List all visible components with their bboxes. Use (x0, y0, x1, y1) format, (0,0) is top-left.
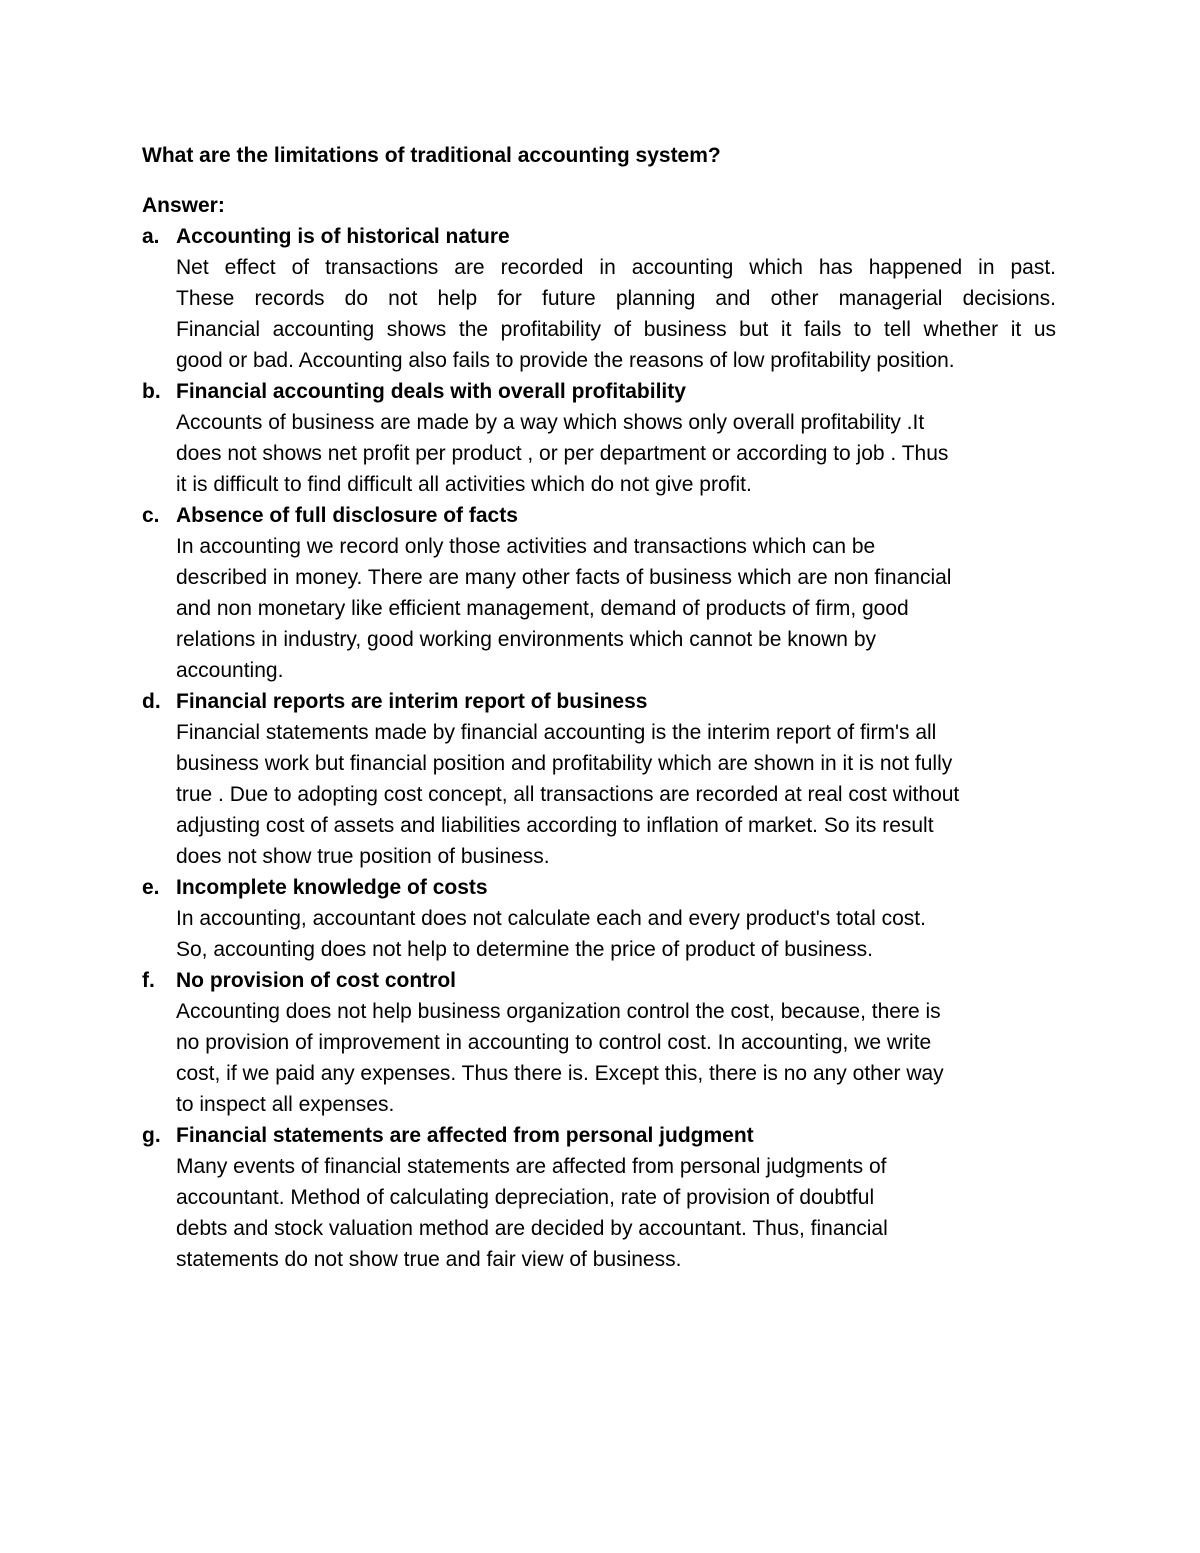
item-heading: Absence of full disclosure of facts (176, 504, 518, 527)
body-line: it is difficult to find difficult all activities which do not give profit. (176, 473, 752, 496)
item-heading: Financial reports are interim report of business (176, 690, 648, 713)
body-line: In accounting, accountant does not calculate each and every product's total cost. (176, 907, 926, 930)
item-heading: Financial accounting deals with overall profitability (176, 380, 686, 403)
item-body (176, 1151, 1056, 1275)
body-line: Net effect of transactions are recorded in accounting which has happened in past. (176, 256, 1056, 279)
item-heading: Accounting is of historical nature (176, 225, 510, 248)
item-body (176, 407, 1056, 500)
body-line: So, accounting does not help to determine the price of product of business. (176, 938, 873, 961)
list-item (142, 686, 1062, 872)
body-line: business work but financial position and profitability which are shown in it is not fully (176, 752, 953, 775)
list-item (142, 221, 1062, 376)
item-marker: f. (142, 969, 155, 992)
body-line: Financial statements made by financial accounting is the interim report of firm's all (176, 721, 937, 744)
item-marker: c. (142, 504, 160, 527)
item-marker: a. (142, 225, 160, 248)
item-body (176, 996, 1056, 1120)
body-line: cost, if we paid any expenses. Thus there is. Except this, there is no any other way (176, 1062, 944, 1085)
document-page (142, 140, 1062, 1275)
item-marker: g. (142, 1124, 161, 1147)
body-line: no provision of improvement in accounting to control cost. In accounting, we write (176, 1031, 932, 1054)
list-item (142, 965, 1062, 1120)
body-line: accounting. (176, 659, 284, 682)
body-line: to inspect all expenses. (176, 1093, 395, 1116)
body-line: relations in industry, good working environments which cannot be known by (176, 628, 876, 651)
item-body (176, 252, 1056, 376)
body-line: Accounts of business are made by a way which shows only overall profitability .It (176, 411, 925, 434)
body-line: and non monetary like efficient management, demand of products of firm, good (176, 597, 909, 620)
body-line: adjusting cost of assets and liabilities according to inflation of market. So its result (176, 814, 934, 837)
answer-label: Answer: (142, 194, 225, 217)
body-line: Financial accounting shows the profitability of business but it fails to tell whether it us (176, 318, 1056, 341)
item-heading: Financial statements are affected from personal judgment (176, 1124, 754, 1147)
question-title: What are the limitations of traditional accounting system? (142, 144, 721, 167)
body-line: Accounting does not help business organization control the cost, because, there is (176, 1000, 941, 1023)
body-line: In accounting we record only those activities and transactions which can be (176, 535, 876, 558)
list-item (142, 872, 1062, 965)
body-line: statements do not show true and fair view of business. (176, 1248, 682, 1271)
item-body (176, 903, 1056, 965)
list-item (142, 1120, 1062, 1275)
body-line: debts and stock valuation method are decided by accountant. Thus, financial (176, 1217, 888, 1240)
body-line: true . Due to adopting cost concept, all transactions are recorded at real cost without (176, 783, 960, 806)
item-marker: b. (142, 380, 161, 403)
item-heading: No provision of cost control (176, 969, 457, 992)
item-body (176, 717, 1056, 872)
item-marker: d. (142, 690, 161, 713)
list-item (142, 376, 1062, 500)
list-item (142, 500, 1062, 686)
body-line: does not shows net profit per product , or per department or according to job . Thus (176, 442, 949, 465)
item-body (176, 531, 1056, 686)
limitations-list (142, 221, 1062, 1275)
body-line: Many events of financial statements are affected from personal judgments of (176, 1155, 887, 1178)
item-heading: Incomplete knowledge of costs (176, 876, 488, 899)
body-line: good or bad. Accounting also fails to provide the reasons of low profitability position. (176, 349, 955, 372)
item-marker: e. (142, 876, 160, 899)
body-line: described in money. There are many other facts of business which are non financial (176, 566, 952, 589)
body-line: accountant. Method of calculating depreciation, rate of provision of doubtful (176, 1186, 875, 1209)
body-line: These records do not help for future planning and other managerial decisions. (176, 287, 1056, 310)
body-line: does not show true position of business. (176, 845, 550, 868)
